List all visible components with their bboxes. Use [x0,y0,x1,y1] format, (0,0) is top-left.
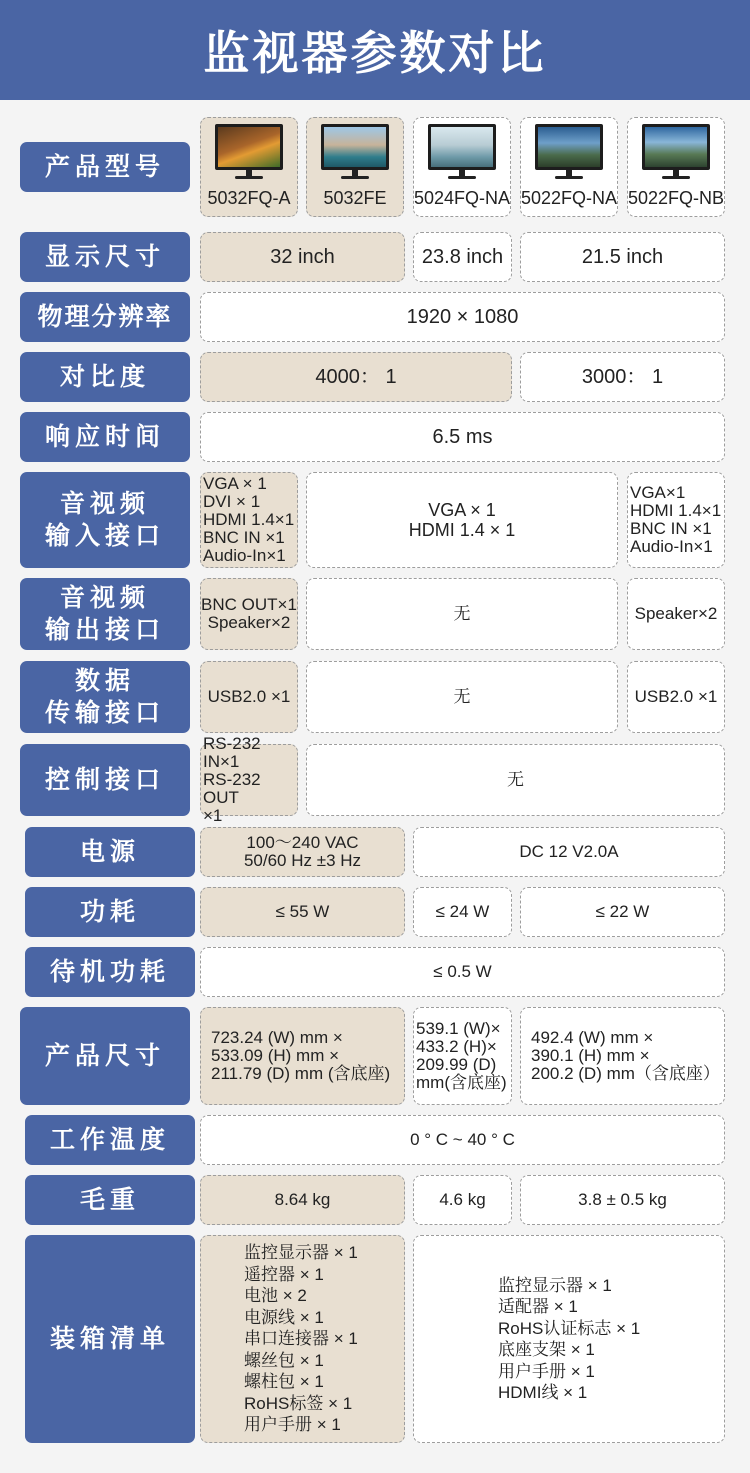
row-label-consumption: 功耗 [25,887,195,937]
product-card-5032fq-a [200,117,298,217]
standby-value: ≤ 0.5 W [200,947,725,997]
dimensions-value: 492.4 (W) mm × 390.1 (H) mm × 200.2 (D) mm（含底座） [520,1007,725,1105]
monitor-icon [428,124,496,180]
data-port-value: USB2.0 ×1 [627,661,725,733]
row-label-model: 产品型号 [20,142,190,192]
consumption-value: ≤ 22 W [520,887,725,937]
resolution-value: 1920 × 1080 [200,292,725,342]
av-input-value: VGA×1 HDMI 1.4×1 BNC IN ×1 Audio-In×1 [627,472,725,568]
product-card-5024fq-na [413,117,511,217]
consumption-value: ≤ 24 W [413,887,512,937]
weight-value: 4.6 kg [413,1175,512,1225]
product-card-5022fq-na [520,117,618,217]
monitor-icon [215,124,283,180]
row-label-weight: 毛重 [25,1175,195,1225]
page-title: 监视器参数对比 [203,26,547,80]
row-label-contrast: 对比度 [20,352,190,402]
data-port-value: USB2.0 ×1 [200,661,298,733]
product-card-5032fe [306,117,404,217]
temperature-value: 0 ° C ~ 40 ° C [200,1115,725,1165]
row-label-response: 响应时间 [20,412,190,462]
row-label-control: 控制接口 [20,744,190,816]
row-label-standby: 待机功耗 [25,947,195,997]
row-label-data-port: 数据 传输接口 [20,661,190,733]
consumption-value: ≤ 55 W [200,887,405,937]
av-output-value: Speaker×2 [627,578,725,650]
model-name: 5022FQ-NA [520,188,618,208]
row-label-dimensions: 产品尺寸 [20,1007,190,1105]
row-label-av-output: 音视频 输出接口 [20,578,190,650]
row-label-temperature: 工作温度 [25,1115,195,1165]
contrast-value: 4000： 1 [200,352,512,402]
model-name: 5024FQ-NA [413,188,511,208]
av-input-value: VGA × 1 DVI × 1 HDMI 1.4×1 BNC IN ×1 Audio-In×1 [200,472,298,568]
contrast-value: 3000： 1 [520,352,725,402]
response-value: 6.5 ms [200,412,725,462]
data-port-value: 无 [306,661,618,733]
package-list: 监控显示器 × 1 遥控器 × 1 电池 × 2 电源线 × 1 串口连接器 × 1 螺丝包 × 1 螺柱包 × 1 RoHS标签 × 1 用户手册 × 1 [200,1235,405,1443]
row-label-av-input: 音视频 输入接口 [20,472,190,568]
model-name: 5032FE [323,188,387,208]
row-label-power: 电源 [25,827,195,877]
monitor-icon [321,124,389,180]
av-output-value: BNC OUT×1 Speaker×2 [200,578,298,650]
control-value: RS-232 IN×1 RS-232 OUT ×1 [200,744,298,816]
size-value: 32 inch [200,232,405,282]
monitor-icon [535,124,603,180]
power-value: DC 12 V2.0A [413,827,725,877]
monitor-icon [642,124,710,180]
page-header [0,0,750,100]
control-value: 无 [306,744,725,816]
power-value: 100～240 VAC 50/60 Hz ±3 Hz [200,827,405,877]
av-output-value: 无 [306,578,618,650]
dimensions-value: 539.1 (W)× 433.2 (H)× 209.99 (D) mm(含底座) [413,1007,512,1105]
size-value: 21.5 inch [520,232,725,282]
comparison-table [0,100,750,1473]
row-label-size: 显示尺寸 [20,232,190,282]
dimensions-value: 723.24 (W) mm × 533.09 (H) mm × 211.79 (D) mm (含底座) [200,1007,405,1105]
weight-value: 8.64 kg [200,1175,405,1225]
size-value: 23.8 inch [413,232,512,282]
product-card-5022fq-nb [627,117,725,217]
row-label-package: 装箱清单 [25,1235,195,1443]
av-input-value: VGA × 1 HDMI 1.4 × 1 [306,472,618,568]
weight-value: 3.8 ± 0.5 kg [520,1175,725,1225]
model-name: 5022FQ-NB [627,188,725,208]
row-label-resolution: 物理分辨率 [20,292,190,342]
model-name: 5032FQ-A [207,188,291,208]
package-list: 监控显示器 × 1 适配器 × 1 RoHS认证标志 × 1 底座支架 × 1 用户手册 × 1 HDMI线 × 1 [413,1235,725,1443]
